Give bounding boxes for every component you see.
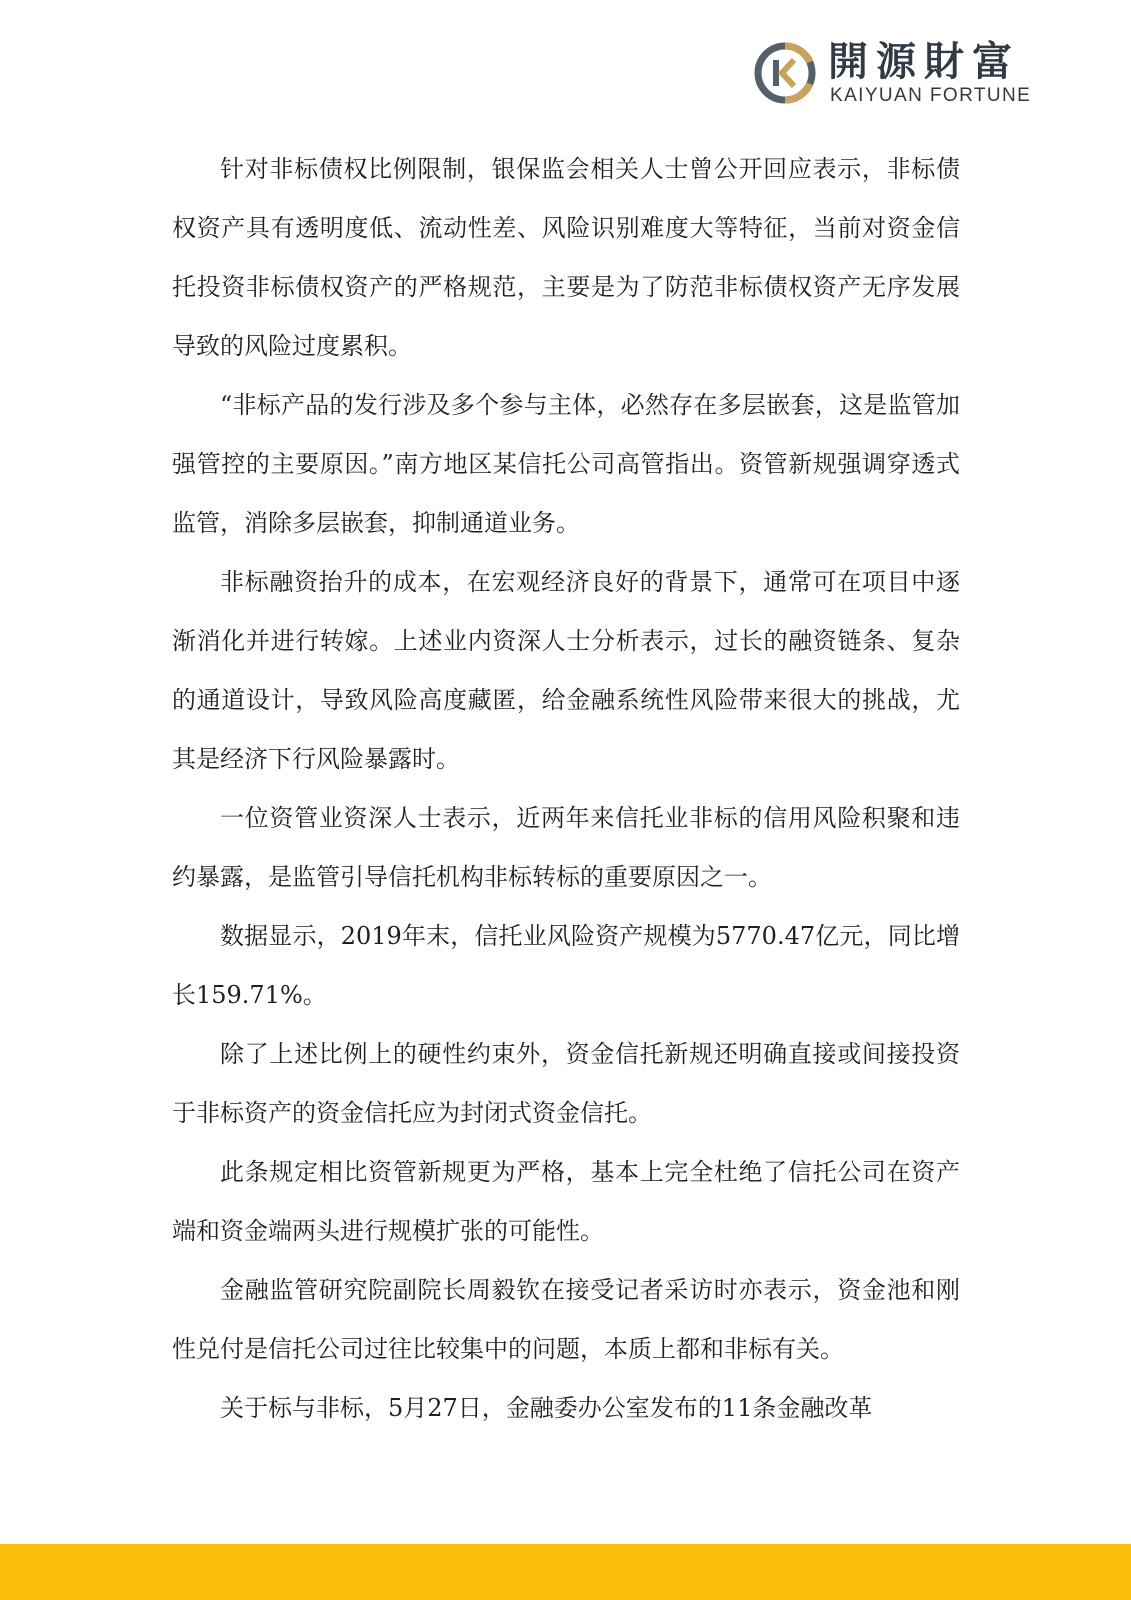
paragraph: 一位资管业资深人士表示，近两年来信托业非标的信用风险积聚和违约暴露，是监管引导信托机构非标转标的重要原因之一。 (172, 804, 960, 891)
paragraph: 数据显示，2019年末，信托业风险资产规模为5770.47亿元，同比增长159.71%。 (172, 922, 960, 1009)
paragraph: 除了上述比例上的硬性约束外，资金信托新规还明确直接或间接投资于非标资产的资金信托应为封闭式资金信托。 (172, 1040, 960, 1127)
company-logo (752, 40, 1052, 110)
kaiyuan-logo-icon (752, 40, 818, 106)
paragraph: 非标融资抬升的成本，在宏观经济良好的背景下，通常可在项目中逐渐消化并进行转嫁。上述业内资深人士分析表示，过长的融资链条、复杂的通道设计，导致风险高度藏匿，给金融系统性风险带来很大的挑战，尤其是经济下行风险暴露时。 (172, 568, 960, 773)
logo-chinese-name: 開源財富 (828, 39, 1020, 85)
paragraph: 金融监管研究院副院长周毅钦在接受记者采访时亦表示，资金池和刚性兑付是信托公司过往比较集中的问题，本质上都和非标有关。 (172, 1276, 960, 1363)
article-body (172, 140, 960, 1438)
logo-english-name: KAIYUAN FORTUNE (830, 85, 1032, 106)
paragraph: “非标产品的发行涉及多个参与主体，必然存在多层嵌套，这是监管加强管控的主要原因。”南方地区某信托公司高管指出。资管新规强调穿透式监管，消除多层嵌套，抑制通道业务。 (172, 391, 960, 537)
paragraph: 此条规定相比资管新规更为严格，基本上完全杜绝了信托公司在资产端和资金端两头进行规模扩张的可能性。 (172, 1158, 960, 1245)
paragraph: 针对非标债权比例限制，银保监会相关人士曾公开回应表示，非标债权资产具有透明度低、流动性差、风险识别难度大等特征，当前对资金信托投资非标债权资产的严格规范，主要是为了防范非标债权资产无序发展导致的风险过度累积。 (172, 155, 960, 360)
paragraph: 关于标与非标，5月27日，金融委办公室发布的11条金融改革 (220, 1394, 873, 1422)
footer-bar (0, 1544, 1131, 1600)
